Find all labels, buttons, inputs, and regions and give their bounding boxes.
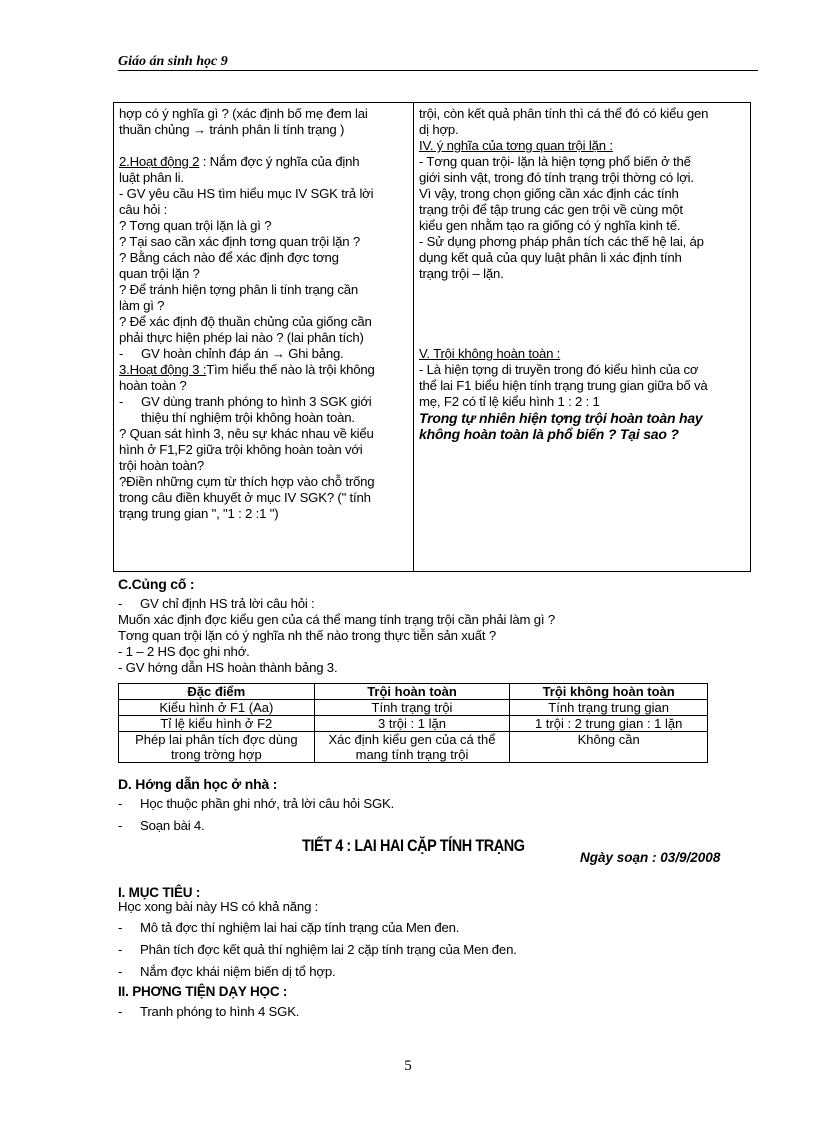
lesson-date: Ngày soạn : 03/9/2008 bbox=[580, 850, 721, 865]
column-header: Đặc điểm bbox=[119, 684, 315, 700]
text-line: 3.Hoạt động 3 :Tìm hiểu thế nào là trội không bbox=[119, 362, 375, 377]
text-line: kiểu gen nhằm tạo ra giống có ý nghĩa kinh tế. bbox=[419, 218, 681, 233]
table-row bbox=[119, 716, 708, 732]
section-title: V. Trội không hoàn toàn : bbox=[419, 346, 561, 361]
section-title: IV. ý nghĩa của tơng quan trội lặn : bbox=[419, 138, 613, 153]
text-line: câu hỏi : bbox=[119, 202, 168, 217]
table-row bbox=[119, 700, 708, 716]
text-line: thể lai F1 biểu hiện tính trạng trung gian giữa bố và bbox=[419, 378, 708, 393]
bullet-item: - Phân tích đợc kết quả thí nghiệm lai 2 cặp tính trạng của Men đen. bbox=[118, 942, 517, 957]
text-line: - Sử dụng phơng pháp phân tích các thế hệ lai, áp bbox=[419, 234, 704, 249]
text-line: thuần chủng → tránh phân li tính trạng ) bbox=[119, 122, 345, 137]
table-cell: Không cần bbox=[510, 732, 708, 763]
text-line: ?Điền những cụm từ thích hợp vào chỗ trống bbox=[119, 474, 375, 489]
cung-co-section bbox=[118, 576, 758, 676]
teacher-activity-column bbox=[119, 106, 409, 522]
text-line: trạng trung gian ", "1 : 2 :1 ") bbox=[119, 506, 279, 521]
bullet-item: - GV chỉ định HS trả lời câu hỏi : bbox=[118, 596, 315, 611]
text-line: Học xong bài này HS có khả năng : bbox=[118, 899, 319, 914]
text-line: Tơng quan trội lặn có ý nghĩa nh thế nào trong thực tiễn sản xuất ? bbox=[118, 628, 496, 643]
table-cell: Tính trạng trung gian bbox=[510, 700, 708, 716]
text-line: ? Để tránh hiện tợng phân li tính trạng cần bbox=[119, 282, 359, 297]
text-line: luật phân li. bbox=[119, 170, 184, 185]
text-line: phải thực hiện phép lai nào ? (lai phân tích) bbox=[119, 330, 364, 345]
lesson-table bbox=[113, 102, 751, 572]
arrow-icon: → bbox=[192, 122, 206, 137]
content-column bbox=[419, 106, 747, 442]
table-cell: 1 trội : 2 trung gian : 1 lặn bbox=[510, 716, 708, 732]
text-line: ? Tơng quan trội lặn là gì ? bbox=[119, 218, 272, 233]
text-line: ? Quan sát hình 3, nêu sự khác nhau về kiểu bbox=[119, 426, 374, 441]
bullet-item: - Mô tả đợc thí nghiệm lai hai cặp tính trạng của Men đen. bbox=[118, 920, 460, 935]
bullet-item: - Học thuộc phần ghi nhớ, trả lời câu hỏi SGK. bbox=[118, 796, 395, 811]
text-line: hình ở F1,F2 giữa trội không hoàn toàn với bbox=[119, 442, 363, 457]
column-header: Trội không hoàn toàn bbox=[510, 684, 708, 700]
section-heading: C.Củng cố : bbox=[118, 576, 195, 592]
text-line: ? Tại sao cần xác định tơng quan trội lặn ? bbox=[119, 234, 361, 249]
table-cell: Phép lai phân tích đợc dùng trong trờng hợp bbox=[119, 732, 315, 763]
table-cell: Tính trạng trội bbox=[314, 700, 510, 716]
text-line: - Là hiện tợng di truyền trong đó kiểu hình của cơ bbox=[419, 362, 699, 377]
text-line: - GV yêu cầu HS tìm hiểu mục IV SGK trả lời bbox=[119, 186, 374, 201]
text-line: Muốn xác định đợc kiểu gen của cá thể mang tính trạng trội cần phải làm gì ? bbox=[118, 612, 555, 627]
activity-title: 3.Hoạt động 3 : bbox=[119, 362, 207, 377]
text-line: quan trội lặn ? bbox=[119, 266, 200, 281]
text-line: làm gì ? bbox=[119, 298, 165, 313]
table-cell: Xác định kiểu gen của cá thể mang tính trạng trội bbox=[314, 732, 510, 763]
header-rule bbox=[118, 70, 758, 71]
column-header: Trội hoàn toàn bbox=[314, 684, 510, 700]
text-line: ? Để xác định độ thuần chủng của giống cần bbox=[119, 314, 372, 329]
text-line: hợp có ý nghĩa gì ? (xác định bố mẹ đem lai bbox=[119, 106, 368, 121]
text-line: trội hoàn toàn? bbox=[119, 458, 204, 473]
page-header: Giáo án sinh học 9 bbox=[118, 54, 228, 69]
section-heading: II. PHƠNG TIỆN DẠY HỌC : bbox=[118, 984, 288, 999]
table-cell: 3 trội : 1 lặn bbox=[314, 716, 510, 732]
column-divider bbox=[413, 103, 414, 571]
text-line: hoàn toàn ? bbox=[119, 378, 187, 393]
table-row bbox=[119, 732, 708, 763]
text-line: trạng trội – lặn. bbox=[419, 266, 504, 281]
text-line: trong câu điền khuyết ở mục IV SGK? (" tính bbox=[119, 490, 371, 505]
comparison-table bbox=[118, 683, 708, 763]
text-line: dị hợp. bbox=[419, 122, 459, 137]
page-number: 5 bbox=[404, 1058, 412, 1074]
text-line: ? Bằng cách nào để xác định đợc tơng bbox=[119, 250, 339, 265]
table-cell: Kiểu hình ở F1 (Aa) bbox=[119, 700, 315, 716]
text-line: Vì vậy, trong chọn giống cần xác định các tính bbox=[419, 186, 679, 201]
text-line: trội, còn kết quả phân tính thì cá thể đó có kiểu gen bbox=[419, 106, 709, 121]
activity-title: 2.Hoạt động 2 bbox=[119, 154, 200, 169]
huong-dan-section bbox=[118, 776, 758, 834]
arrow-icon: → bbox=[271, 346, 285, 361]
bullet-item: - Nắm đợc khái niệm biến dị tổ hợp. bbox=[118, 964, 336, 979]
text-line: 2.Hoạt động 2 : Nắm đợc ý nghĩa của định bbox=[119, 154, 360, 169]
bullet-item: - Soạn bài 4. bbox=[118, 818, 205, 833]
text-line: - Tơng quan trội- lặn là hiện tợng phổ biến ở thế bbox=[419, 154, 691, 169]
text-line: mẹ, F2 có tỉ lệ kiểu hình 1 : 2 : 1 bbox=[419, 394, 600, 409]
muc-tieu-section bbox=[118, 886, 758, 1020]
question-line: không hoàn toàn là phổ biến ? Tại sao ? bbox=[419, 426, 679, 442]
question-line: Trong tự nhiên hiện tợng trội hoàn toàn hay bbox=[419, 410, 703, 426]
text-line: trạng trội để tập trung các gen trội về cùng một bbox=[419, 202, 683, 217]
bullet-item: - Tranh phóng to hình 4 SGK. bbox=[118, 1004, 300, 1019]
table-header-row bbox=[119, 684, 708, 700]
section-heading: D. Hớng dẫn học ở nhà : bbox=[118, 776, 278, 792]
bullet-item: - GV dùng tranh phóng to hình 3 SGK giới thiệu thí nghiệm trội không hoàn toàn. bbox=[119, 394, 372, 425]
lesson-title: TIẾT 4 : LAI HAI CẶP TÍNH TRẠNG bbox=[302, 836, 525, 855]
text-line: giới sinh vật, trong đó tính trạng trội thờng có lợi. bbox=[419, 170, 694, 185]
text-line: - GV hớng dẫn HS hoàn thành bảng 3. bbox=[118, 660, 338, 675]
table-cell: Tỉ lệ kiểu hình ở F2 bbox=[119, 716, 315, 732]
section-heading: I. MỤC TIÊU : bbox=[118, 885, 201, 900]
bullet-item: - GV hoàn chỉnh đáp án → Ghi bảng. bbox=[119, 346, 344, 361]
text-line: - 1 – 2 HS đọc ghi nhớ. bbox=[118, 644, 250, 659]
text-line: dụng kết quả của quy luật phân li xác định tính bbox=[419, 250, 682, 265]
